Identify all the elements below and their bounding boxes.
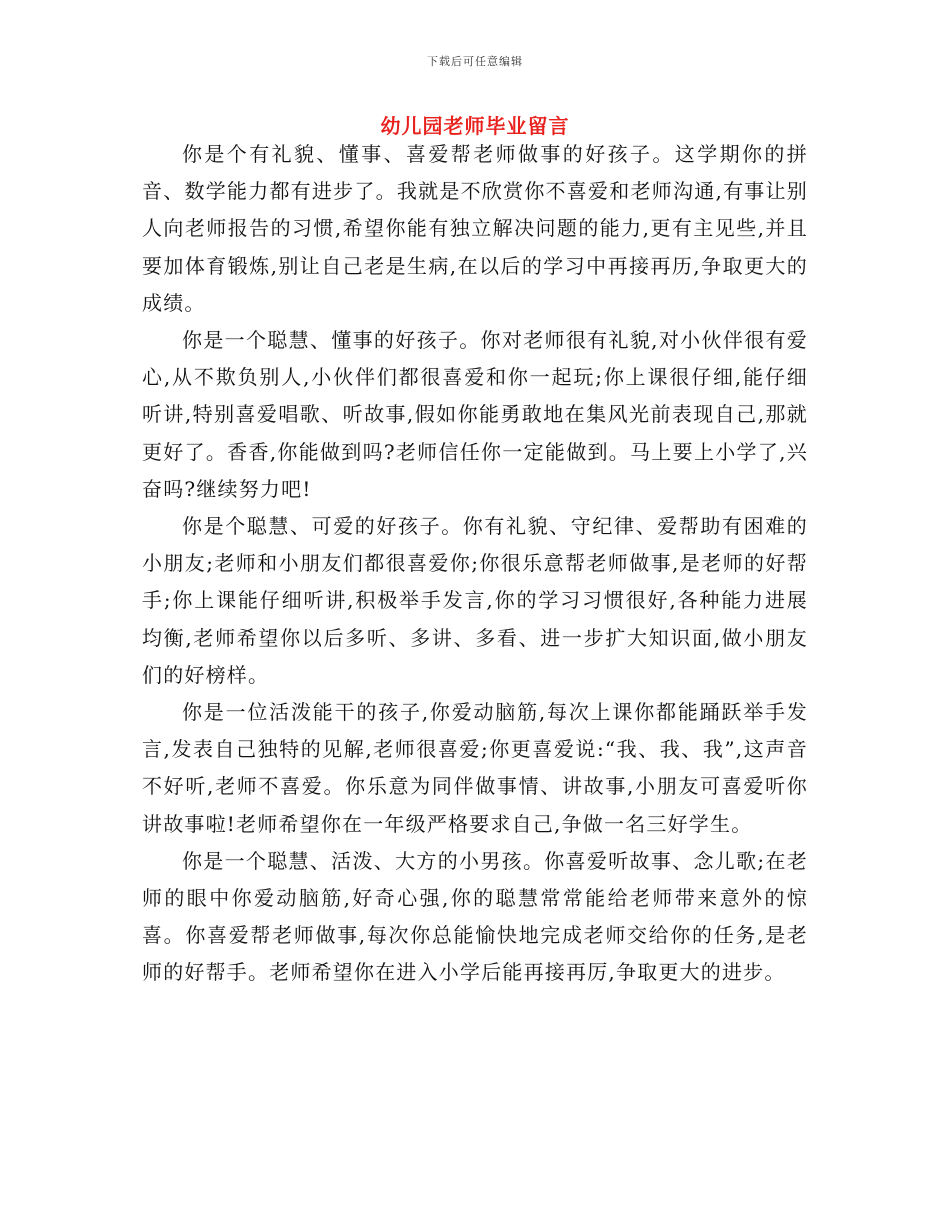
header-note: 下载后可任意编辑 — [427, 55, 523, 68]
paragraph: 你是一个聪慧、活泼、大方的小男孩。你喜爱听故事、念儿歌;在老师的眼中你爱动脑筋,好奇心强,你的聪慧常常能给老师带来意外的惊喜。你喜爱帮老师做事,每次你总能愉快地完成老师交给你的任务,是老师的好帮手。老师希望你在进入小学后能再接再厉,争取更大的进步。 — [142, 848, 808, 985]
paragraph: 你是个有礼貌、懂事、喜爱帮老师做事的好孩子。这学期你的拼音、数学能力都有进步了。我就是不欣赏你不喜爱和老师沟通,有事让别人向老师报告的习惯,希望你能有独立解决问题的能力,更有主见些,并且要加体育锻炼,别让自己老是生病,在以后的学习中再接再历,争取更大的成绩。 — [142, 142, 808, 315]
document-body — [142, 136, 808, 992]
paragraph: 你是个聪慧、可爱的好孩子。你有礼貌、守纪律、爱帮助有困难的小朋友;老师和小朋友们都很喜爱你;你很乐意帮老师做事,是老师的好帮手;你上课能仔细听讲,积极举手发言,你的学习习惯很好,各种能力进展均衡,老师希望你以后多听、多讲、多看、进一步扩大知识面,做小朋友们的好榜样。 — [142, 514, 808, 687]
paragraph: 你是一位活泼能干的孩子,你爱动脑筋,每次上课你都能踊跃举手发言,发表自己独特的见解,老师很喜爱;你更喜爱说:“我、我、我”,这声音不好听,老师不喜爱。你乐意为同伴做事情、讲故事,小朋友可喜爱听你讲故事啦!老师希望你在一年级严格要求自己,争做一名三好学生。 — [142, 700, 808, 836]
document-title: 幼儿园老师毕业留言 — [380, 114, 570, 138]
paragraph: 你是一个聪慧、懂事的好孩子。你对老师很有礼貌,对小伙伴很有爱心,从不欺负别人,小伙伴们都很喜爱和你一起玩;你上课很仔细,能仔细听讲,特别喜爱唱歌、听故事,假如你能勇敢地在集风光前表现自己,那就更好了。香香,你能做到吗?老师信任你一定能做到。马上要上小学了,兴奋吗?继续努力吧! — [142, 328, 808, 501]
